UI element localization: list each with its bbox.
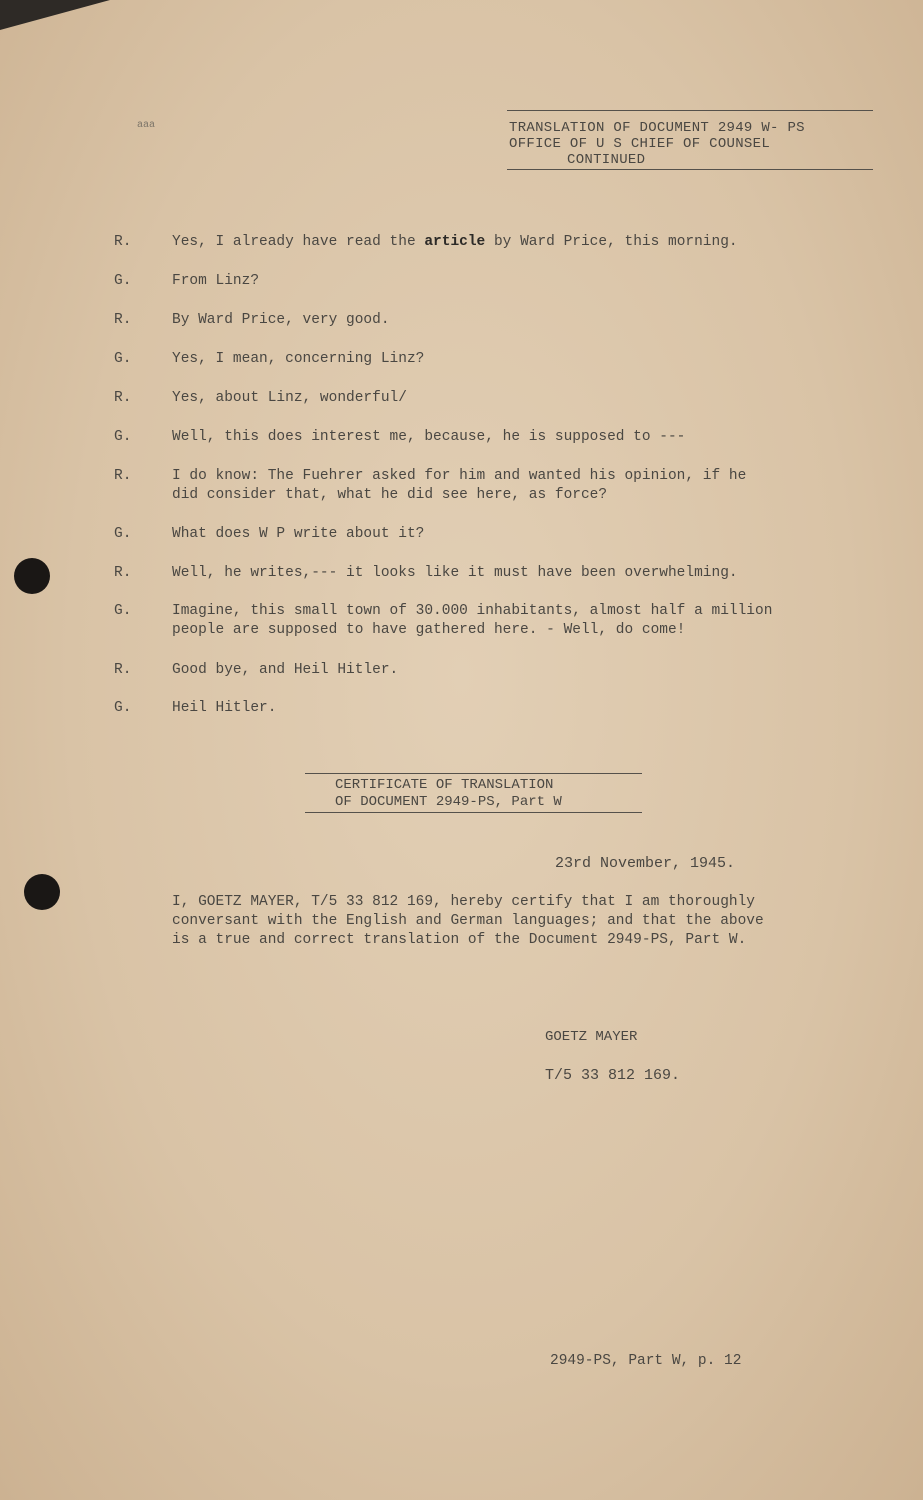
speech-text: Well, this does interest me, because, he is supposed to --- bbox=[172, 429, 686, 445]
speaker-label: R. bbox=[114, 468, 132, 484]
top-left-mark: ааа bbox=[137, 120, 156, 131]
torn-corner bbox=[0, 0, 110, 30]
certificate-title bbox=[305, 773, 642, 813]
speaker-label: R. bbox=[114, 234, 132, 250]
speaker-label: G. bbox=[114, 429, 132, 445]
header-rule-bottom bbox=[507, 169, 873, 170]
speech-text: I do know: The Fuehrer asked for him and wanted his opinion, if he did consider that, what he did see here, as force? bbox=[172, 468, 747, 503]
speech-text: Yes, I mean, concerning Linz? bbox=[172, 351, 425, 367]
signature-id: T/5 33 812 169. bbox=[545, 1067, 681, 1084]
header-rule-top bbox=[507, 110, 873, 111]
punch-hole-lower bbox=[24, 874, 60, 910]
speaker-label: R. bbox=[114, 390, 132, 406]
certificate-body: I, GOETZ MAYER, T/5 33 812 169, hereby certify that I am thoroughly conversant with the English and German languages; and that the above is a true and correct translation of the Document 2949-PS, Part W. bbox=[172, 894, 764, 948]
speaker-label: G. bbox=[114, 273, 132, 289]
speech-text: Good bye, and Heil Hitler. bbox=[172, 662, 399, 678]
signature-name: GOETZ MAYER bbox=[545, 1029, 638, 1045]
speech-text: Well, he writes,--- it looks like it must have been overwhelming. bbox=[172, 565, 738, 581]
speaker-label: R. bbox=[114, 312, 132, 328]
speech-text: Imagine, this small town of 30.000 inhabitants, almost half a million people are supposed to have gathered here. - Well, do come! bbox=[172, 603, 773, 638]
speaker-label: R. bbox=[114, 662, 132, 678]
speech-text: What does W P write about it? bbox=[172, 526, 425, 542]
speaker-label: G. bbox=[114, 351, 132, 367]
speech-text: By Ward Price, very good. bbox=[172, 312, 390, 328]
header-office: OFFICE OF U S CHIEF OF COUNSEL bbox=[509, 136, 771, 152]
certificate-date: 23rd November, 1945. bbox=[555, 855, 736, 872]
speaker-label: R. bbox=[114, 565, 132, 581]
certificate-title-line2: OF DOCUMENT 2949-PS, Part W bbox=[335, 794, 562, 810]
speech-text: Heil Hitler. bbox=[172, 700, 277, 716]
header-title: TRANSLATION OF DOCUMENT 2949 W- PS bbox=[509, 120, 805, 136]
certificate-rule-bottom bbox=[305, 812, 642, 813]
punch-hole-upper bbox=[14, 558, 50, 594]
speaker-label: G. bbox=[114, 603, 132, 619]
document-header bbox=[507, 110, 873, 170]
speaker-label: G. bbox=[114, 700, 132, 716]
emphasized-word: article bbox=[424, 234, 486, 250]
header-continued: CONTINUED bbox=[567, 152, 646, 168]
speaker-label: G. bbox=[114, 526, 132, 542]
speech-text: Yes, about Linz, wonderful/ bbox=[172, 390, 407, 406]
speech-text: From Linz? bbox=[172, 273, 260, 289]
certificate-title-line1: CERTIFICATE OF TRANSLATION bbox=[335, 777, 554, 793]
page-reference: 2949-PS, Part W, p. 12 bbox=[550, 1353, 742, 1369]
speech-text: Yes, I already have read the article by Ward Price, this morning. bbox=[172, 234, 738, 250]
certificate-rule-top bbox=[305, 773, 642, 774]
